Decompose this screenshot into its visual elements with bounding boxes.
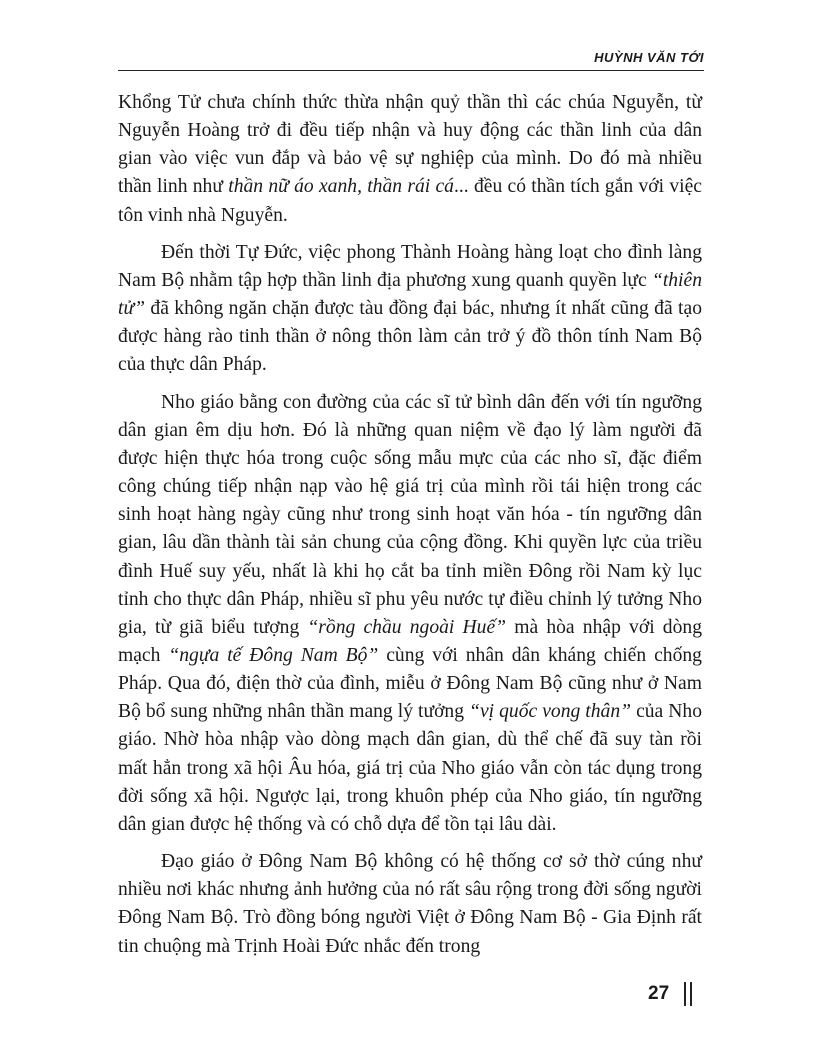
paragraph-2-text-a: Đến thời Tự Đức, việc phong Thành Hoàng hàng loạt cho đình làng Nam Bộ nhằm tập hợp thần linh địa phương xung quanh quyền lực [118,241,702,291]
paragraph-4-text-a: Đạo giáo ở Đông Nam Bộ không có hệ thống cơ sở thờ cúng như nhiều nơi khác nhưng ảnh hưởng của nó rất sâu rộng trong đời sống người Đông Nam Bộ. Trò đồng bóng người Việt ở Đông Nam Bộ - Gia Định rất tin chuộng mà Trịnh Hoài Đức nhắc đến trong [118,851,702,957]
page-number-bar [684,982,692,1006]
paragraph-3-italic-b: “ngựa tế Đông Nam Bộ” [168,644,379,666]
paragraph-1-text-a: Khổng Tử chưa chính thức thừa nhận quỷ thần thì các chúa Nguyễn, từ Nguyễn Hoàng trở đi đều tiếp nhận và huy động các thần linh của dân gian vào việc vun đắp và bảo vệ sự nghiệp của mình. Do đó mà nhiều thần linh như [118,92,702,198]
paragraph-3-italic-a: “rồng chầu ngoài Huế” [307,616,507,638]
paragraph-2 [118,239,702,380]
paragraph-4 [118,848,702,961]
paragraph-3-text-c: cùng với nhân dân kháng chiến chống Pháp. Qua đó, điện thờ của đình, miễu ở Đông Nam Bộ cũng như ở Nam Bộ bổ sung những nhân thần mang lý tưởng [118,644,702,723]
page-number: 27 [648,983,670,1004]
paragraph-3-italic-c: “vị quốc vong thân” [469,701,632,723]
running-header-author: HUỲNH VĂN TỚI [594,50,704,65]
paragraph-3-text-a: Nho giáo bằng con đường của các sĩ tử bình dân đến với tín ngưỡng dân gian êm dịu hơn. Đó là những quan niệm về đạo lý làm người đã được hiện thực hóa trong cuộc sống mẫu mực của các nho sĩ, đặc điểm công chúng tiếp nhận nạp vào hệ giá trị của mình rồi tái hiện trong các sinh hoạt hàng ngày cũng như trong sinh hoạt văn hóa - tín ngưỡng dân gian, lâu dần thành tài sản chung của cộng đồng. Khi quyền lực của triều đình Huế suy yếu, nhất là khi họ cắt ba tỉnh miền Đông rồi Nam kỳ lục tỉnh cho thực dân Pháp, nhiều sĩ phu yêu nước tự điều chỉnh lý tưởng Nho gia, từ giã biểu tượng [118,391,702,638]
paragraph-2-italic-a: “thiên tử” [118,269,702,320]
paragraph-3-text-d: của Nho giáo. Nhờ hòa nhập vào dòng mạch dân gian, dù thể chế đã suy tàn rồi mất hẳn trong xã hội Âu hóa, giá trị của Nho giáo vẫn còn tác dụng trong đời sống xã hội. Ngược lại, trong khuôn phép của Nho giáo, tín ngưỡng dân gian được hệ thống và có chỗ dựa để tồn tại lâu dài. [118,701,703,835]
paragraph-3-text-b: mà hòa nhập với dòng mạch [118,616,702,666]
paragraph-2-text-b: đã không ngăn chặn được tàu đồng đại bác, nhưng ít nhất cũng đã tạo được hàng rào tinh thần ở nông thôn làm cản trở ý đồ thôn tính Nam Bộ của thực dân Pháp. [118,298,702,376]
paragraph-3 [118,389,702,840]
paragraph-1-text-b: ... đều có thần tích gắn với việc tôn vinh nhà Nguyễn. [118,176,703,226]
paragraph-1 [118,89,702,230]
body-text [118,89,702,961]
paragraph-1-italic-a: thần nữ áo xanh, thần rái cá [228,176,454,198]
running-header [118,48,704,71]
